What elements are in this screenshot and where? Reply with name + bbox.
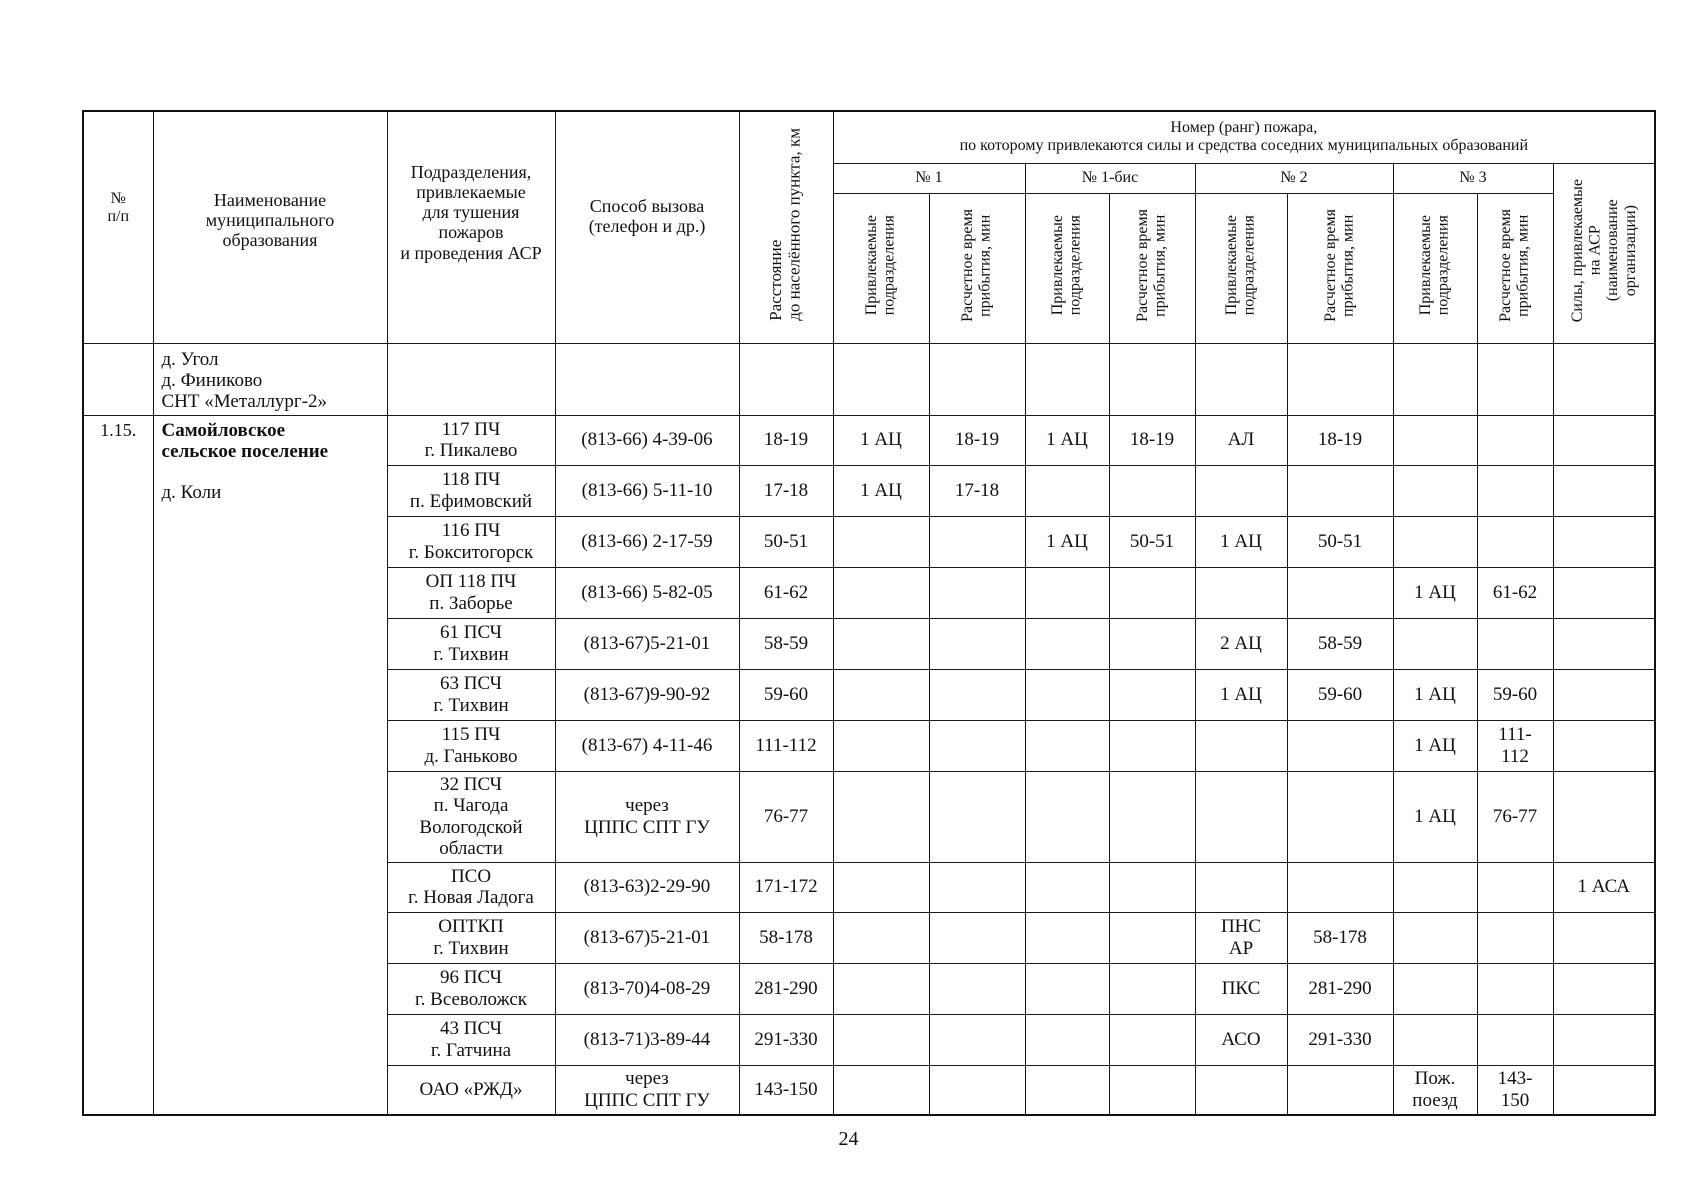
rank1bis-units-cell: [1025, 912, 1109, 963]
rank1bis-time-cell: [1109, 963, 1195, 1014]
header-rank-1: № 1: [833, 163, 1025, 193]
rank1bis-units-cell: [1025, 567, 1109, 618]
rank3-time-cell: 111- 112: [1477, 720, 1553, 771]
rank3-time-cell: 59-60: [1477, 669, 1553, 720]
rank1bis-time-cell: [1109, 771, 1195, 862]
prev-empty: [1553, 343, 1655, 415]
rank1bis-units-cell: [1025, 963, 1109, 1014]
distance-cell: 111-112: [739, 720, 833, 771]
call-cell: (813-63)2-29-90: [555, 862, 739, 912]
header-rank1bis-time: Расчетное время прибытия, мин: [1109, 193, 1195, 343]
rank1-units-cell: 1 АЦ: [833, 465, 929, 516]
prev-empty: [1195, 343, 1287, 415]
asr-cell: 1 АСА: [1553, 862, 1655, 912]
call-cell: (813-67)5-21-01: [555, 912, 739, 963]
section-number: 1.15.: [83, 415, 153, 1115]
rank3-time-cell: 76-77: [1477, 771, 1553, 862]
header-call-method: Способ вызова (телефон и др.): [555, 111, 739, 343]
rank1bis-units-cell: [1025, 720, 1109, 771]
header-rank1-units: Привлекаемые подразделения: [833, 193, 929, 343]
rank3-time-cell: [1477, 465, 1553, 516]
rank1bis-time-cell: [1109, 1065, 1195, 1115]
rank3-units-cell: [1393, 516, 1477, 567]
rank1-time-cell: 18-19: [929, 415, 1025, 465]
call-cell: (813-71)3-89-44: [555, 1014, 739, 1065]
rank3-time-cell: 143- 150: [1477, 1065, 1553, 1115]
rank1-time-cell: [929, 567, 1025, 618]
municipality-village: д. Коли: [161, 482, 222, 504]
rank3-time-cell: [1477, 862, 1553, 912]
rank2-units-cell: 1 АЦ: [1195, 516, 1287, 567]
asr-cell: [1553, 516, 1655, 567]
asr-cell: [1553, 1014, 1655, 1065]
rank1-units-cell: [833, 669, 929, 720]
header-asr-forces: Силы, привлекаемые на АСР (наименование организации): [1553, 163, 1655, 343]
unit-cell: 32 ПСЧ п. Чагода Вологодской области: [387, 771, 555, 862]
distance-cell: 291-330: [739, 1014, 833, 1065]
distance-cell: 76-77: [739, 771, 833, 862]
rank2-units-cell: 1 АЦ: [1195, 669, 1287, 720]
header-municipality: Наименование муниципального образования: [153, 111, 387, 343]
distance-cell: 58-178: [739, 912, 833, 963]
rank1-time-cell: [929, 1065, 1025, 1115]
rank2-units-cell: ПКС: [1195, 963, 1287, 1014]
rank1-units-cell: [833, 912, 929, 963]
rank1bis-units-cell: [1025, 862, 1109, 912]
call-cell: (813-66) 2-17-59: [555, 516, 739, 567]
prev-number-cell: [83, 343, 153, 415]
rank2-units-cell: АЛ: [1195, 415, 1287, 465]
rank3-units-cell: 1 АЦ: [1393, 669, 1477, 720]
unit-cell: 96 ПСЧ г. Всеволожск: [387, 963, 555, 1014]
rank2-units-cell: [1195, 1065, 1287, 1115]
rank3-units-cell: [1393, 618, 1477, 669]
prev-empty: [1477, 343, 1553, 415]
rank1bis-units-cell: [1025, 669, 1109, 720]
distance-cell: 58-59: [739, 618, 833, 669]
unit-cell: 117 ПЧ г. Пикалево: [387, 415, 555, 465]
rank1-time-cell: [929, 669, 1025, 720]
rank3-units-cell: [1393, 415, 1477, 465]
distance-cell: 50-51: [739, 516, 833, 567]
rank1-time-cell: [929, 862, 1025, 912]
prev-villages: д. Угол д. Финиково СНТ «Металлург-2»: [153, 343, 387, 415]
rank2-time-cell: 58-178: [1287, 912, 1393, 963]
rank1-units-cell: [833, 1065, 929, 1115]
prev-empty: [739, 343, 833, 415]
rank3-time-cell: [1477, 963, 1553, 1014]
rank1-units-cell: [833, 516, 929, 567]
asr-cell: [1553, 618, 1655, 669]
prev-empty: [1025, 343, 1109, 415]
call-cell: (813-67)9-90-92: [555, 669, 739, 720]
asr-cell: [1553, 465, 1655, 516]
rank1-time-cell: [929, 516, 1025, 567]
rank2-time-cell: 50-51: [1287, 516, 1393, 567]
rank2-time-cell: [1287, 862, 1393, 912]
rank1-units-cell: [833, 862, 929, 912]
asr-cell: [1553, 1065, 1655, 1115]
rank1-units-cell: [833, 567, 929, 618]
call-cell: (813-66) 4-39-06: [555, 415, 739, 465]
rank1bis-time-cell: 50-51: [1109, 516, 1195, 567]
header-distance: Расстояние до населённого пункта, км: [739, 111, 833, 343]
unit-cell: ОПТКП г. Тихвин: [387, 912, 555, 963]
page-number: 24: [838, 1128, 859, 1150]
distance-cell: 59-60: [739, 669, 833, 720]
rank1bis-time-cell: [1109, 862, 1195, 912]
call-cell: через ЦППС СПТ ГУ: [555, 1065, 739, 1115]
rank2-time-cell: [1287, 771, 1393, 862]
rank1-time-cell: 17-18: [929, 465, 1025, 516]
asr-cell: [1553, 963, 1655, 1014]
rank1-units-cell: [833, 618, 929, 669]
rank1bis-time-cell: [1109, 669, 1195, 720]
rank1bis-units-cell: [1025, 618, 1109, 669]
call-cell: через ЦППС СПТ ГУ: [555, 771, 739, 862]
rank1-time-cell: [929, 618, 1025, 669]
rank2-units-cell: [1195, 567, 1287, 618]
rank1-units-cell: 1 АЦ: [833, 415, 929, 465]
rank1bis-units-cell: [1025, 1014, 1109, 1065]
rank2-time-cell: [1287, 1065, 1393, 1115]
rank2-time-cell: 18-19: [1287, 415, 1393, 465]
call-cell: (813-67) 4-11-46: [555, 720, 739, 771]
section-municipality: [153, 415, 387, 1115]
rank2-time-cell: [1287, 567, 1393, 618]
prev-empty: [555, 343, 739, 415]
rank2-time-cell: [1287, 720, 1393, 771]
rank1bis-units-cell: 1 АЦ: [1025, 516, 1109, 567]
prev-empty: [387, 343, 555, 415]
prev-empty: [1109, 343, 1195, 415]
rank3-time-cell: [1477, 912, 1553, 963]
municipality-name: Самойловское сельское поселение: [161, 419, 329, 462]
rank1-units-cell: [833, 1014, 929, 1065]
rank2-time-cell: 291-330: [1287, 1014, 1393, 1065]
rank3-units-cell: 1 АЦ: [1393, 567, 1477, 618]
rank2-units-cell: ПНС АР: [1195, 912, 1287, 963]
asr-cell: [1553, 669, 1655, 720]
header-rank-3: № 3: [1393, 163, 1553, 193]
rank1bis-units-cell: 1 АЦ: [1025, 415, 1109, 465]
unit-cell: 63 ПСЧ г. Тихвин: [387, 669, 555, 720]
rank2-time-cell: 59-60: [1287, 669, 1393, 720]
rank3-units-cell: [1393, 963, 1477, 1014]
unit-cell: ПСО г. Новая Ладога: [387, 862, 555, 912]
asr-cell: [1553, 912, 1655, 963]
rank1bis-time-cell: [1109, 618, 1195, 669]
header-rank3-time: Расчетное время прибытия, мин: [1477, 193, 1553, 343]
header-rank1-time: Расчетное время прибытия, мин: [929, 193, 1025, 343]
rank3-time-cell: 61-62: [1477, 567, 1553, 618]
rank2-units-cell: [1195, 771, 1287, 862]
rank1-time-cell: [929, 963, 1025, 1014]
rank3-units-cell: [1393, 862, 1477, 912]
rank1-time-cell: [929, 1014, 1025, 1065]
rank1-units-cell: [833, 720, 929, 771]
rank3-units-cell: Пож. поезд: [1393, 1065, 1477, 1115]
rank2-time-cell: 281-290: [1287, 963, 1393, 1014]
rank1bis-units-cell: [1025, 771, 1109, 862]
unit-cell: ОП 118 ПЧ п. Заборье: [387, 567, 555, 618]
header-rank-1bis: № 1-бис: [1025, 163, 1195, 193]
rank2-units-cell: АСО: [1195, 1014, 1287, 1065]
unit-cell: ОАО «РЖД»: [387, 1065, 555, 1115]
distance-cell: 17-18: [739, 465, 833, 516]
header-rank-title: Номер (ранг) пожара, по которому привлекаются силы и средства соседних муниципальных образований: [833, 111, 1655, 163]
rank1bis-time-cell: [1109, 720, 1195, 771]
header-rank1bis-units: Привлекаемые подразделения: [1025, 193, 1109, 343]
unit-cell: 116 ПЧ г. Бокситогорск: [387, 516, 555, 567]
rank1-units-cell: [833, 963, 929, 1014]
call-cell: (813-67)5-21-01: [555, 618, 739, 669]
rank3-units-cell: 1 АЦ: [1393, 771, 1477, 862]
rank1bis-time-cell: 18-19: [1109, 415, 1195, 465]
header-number: № п/п: [83, 111, 153, 343]
call-cell: (813-70)4-08-29: [555, 963, 739, 1014]
asr-cell: [1553, 567, 1655, 618]
asr-cell: [1553, 771, 1655, 862]
distance-cell: 18-19: [739, 415, 833, 465]
unit-cell: 61 ПСЧ г. Тихвин: [387, 618, 555, 669]
rank2-units-cell: [1195, 862, 1287, 912]
unit-cell: 118 ПЧ п. Ефимовский: [387, 465, 555, 516]
distance-cell: 61-62: [739, 567, 833, 618]
rank3-units-cell: [1393, 1014, 1477, 1065]
rank3-units-cell: 1 АЦ: [1393, 720, 1477, 771]
rank3-units-cell: [1393, 912, 1477, 963]
unit-cell: 115 ПЧ д. Ганьково: [387, 720, 555, 771]
previous-section-row: [83, 343, 1655, 415]
prev-empty: [1287, 343, 1393, 415]
call-cell: (813-66) 5-11-10: [555, 465, 739, 516]
rank1bis-time-cell: [1109, 465, 1195, 516]
rank1bis-units-cell: [1025, 1065, 1109, 1115]
distance-cell: 143-150: [739, 1065, 833, 1115]
header-rank2-time: Расчетное время прибытия, мин: [1287, 193, 1393, 343]
rank1-time-cell: [929, 771, 1025, 862]
header-rank3-units: Привлекаемые подразделения: [1393, 193, 1477, 343]
rank1-units-cell: [833, 771, 929, 862]
table-row: [83, 415, 1655, 465]
asr-cell: [1553, 720, 1655, 771]
rank2-time-cell: 58-59: [1287, 618, 1393, 669]
prev-empty: [1393, 343, 1477, 415]
header-rank2-units: Привлекаемые подразделения: [1195, 193, 1287, 343]
rank2-units-cell: [1195, 465, 1287, 516]
rank3-units-cell: [1393, 465, 1477, 516]
prev-empty: [833, 343, 929, 415]
rank3-time-cell: [1477, 1014, 1553, 1065]
rank1-time-cell: [929, 720, 1025, 771]
rank3-time-cell: [1477, 415, 1553, 465]
header-units: Подразделения, привлекаемые для тушения пожаров и проведения АСР: [387, 111, 555, 343]
rank1bis-time-cell: [1109, 567, 1195, 618]
distance-cell: 171-172: [739, 862, 833, 912]
unit-cell: 43 ПСЧ г. Гатчина: [387, 1014, 555, 1065]
rank1bis-time-cell: [1109, 912, 1195, 963]
fire-plan-table: [82, 110, 1656, 1116]
header-rank-2: № 2: [1195, 163, 1393, 193]
rank2-time-cell: [1287, 465, 1393, 516]
prev-empty: [929, 343, 1025, 415]
rank1bis-time-cell: [1109, 1014, 1195, 1065]
rank2-units-cell: 2 АЦ: [1195, 618, 1287, 669]
rank1-time-cell: [929, 912, 1025, 963]
asr-cell: [1553, 415, 1655, 465]
distance-cell: 281-290: [739, 963, 833, 1014]
rank2-units-cell: [1195, 720, 1287, 771]
call-cell: (813-66) 5-82-05: [555, 567, 739, 618]
rank3-time-cell: [1477, 618, 1553, 669]
rank1bis-units-cell: [1025, 465, 1109, 516]
rank3-time-cell: [1477, 516, 1553, 567]
